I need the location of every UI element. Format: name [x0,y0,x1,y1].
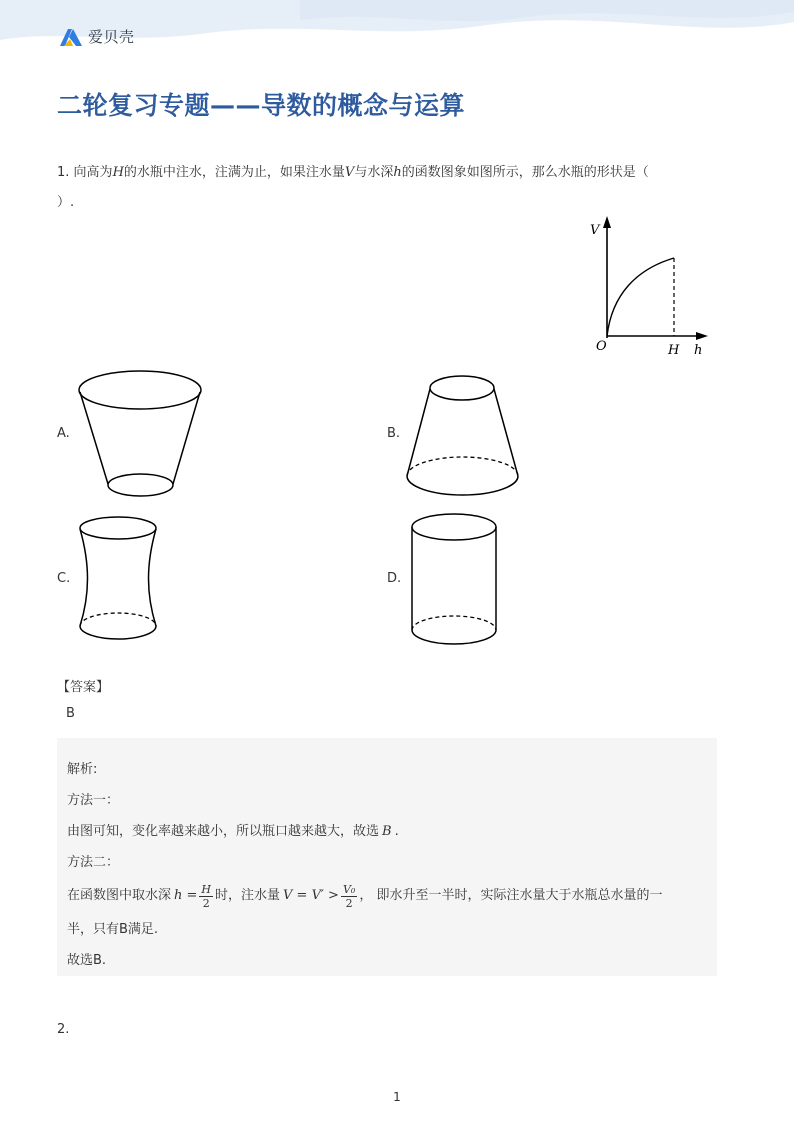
question-text-end: ）. [57,195,75,210]
option-c-label[interactable]: C. [57,571,71,586]
fraction-den: 2 [345,896,353,910]
logo-mark-icon [58,27,84,47]
method2-part-c: ， 即水升至一半时，实际注水量大于水瓶总水量的一 [359,888,663,903]
tick-label-H: H [668,343,680,358]
question-text: 的函数图象如图所示，那么水瓶的形状是（ [401,165,649,180]
brand-name: 爱贝壳 [88,28,135,46]
volume-depth-graph [582,214,712,364]
method2-text [67,878,707,914]
method1-end: . [394,824,399,839]
method2-part-a: 在函数图中取水深 [67,888,172,903]
method1-text [67,816,707,847]
method1-body: 由图可知，变化率越来越小，所以瓶口越来越大，故选 [67,824,380,839]
question-2-number: 2. [57,1022,70,1037]
option-b-label[interactable]: B. [387,426,401,441]
conclusion: 故选B. [67,953,107,968]
var-H: H [112,165,124,180]
answer-value: B [66,706,75,721]
method2-h-eq: h = [174,888,198,903]
y-axis-arrow-icon [603,216,611,228]
analysis-title: 解析: [67,762,98,777]
option-d-label[interactable]: D. [387,571,402,586]
question-text: 的水瓶中注水，注满为止，如果注水量 [123,165,345,180]
method1-choice: B [382,824,392,839]
page-title: 二轮复习专题——导数的概念与运算 [57,91,466,120]
fraction-den: 2 [202,896,210,910]
option-c-bottle[interactable] [76,514,162,646]
var-h: h [393,165,402,180]
question-number: 1. [57,165,70,180]
option-a-bottle[interactable] [76,368,206,502]
x-axis-arrow-icon [696,332,708,340]
origin-label: O [596,339,607,354]
method2-v-expr: V = V′ > [283,888,339,903]
question-text: 向高为 [73,165,113,180]
method2-text-cont: 半，只有B满足. [67,922,159,937]
option-d-bottle[interactable] [408,510,500,650]
var-V: V [344,165,355,180]
option-a-label[interactable]: A. [57,426,70,441]
method2-title: 方法二： [67,855,120,870]
fraction-v0-over-2 [341,883,357,910]
method1-title: 方法一： [67,793,120,808]
fraction-h-over-2 [199,883,213,910]
answer-tag: 【答案】 [57,680,110,695]
method2-part-b: 时，注水量 [215,888,281,903]
y-axis-label: V [590,223,600,238]
analysis-box [57,738,717,976]
x-axis-label: h [694,343,703,358]
fraction-num: V₀ [342,882,356,896]
fraction-num: H [201,882,212,896]
question-1 [57,158,697,218]
option-b-bottle[interactable] [404,372,522,500]
curve-v-of-h [607,258,674,336]
question-text: 与水深 [354,165,394,180]
page-number: 1 [393,1090,401,1104]
brand-logo [58,26,135,47]
